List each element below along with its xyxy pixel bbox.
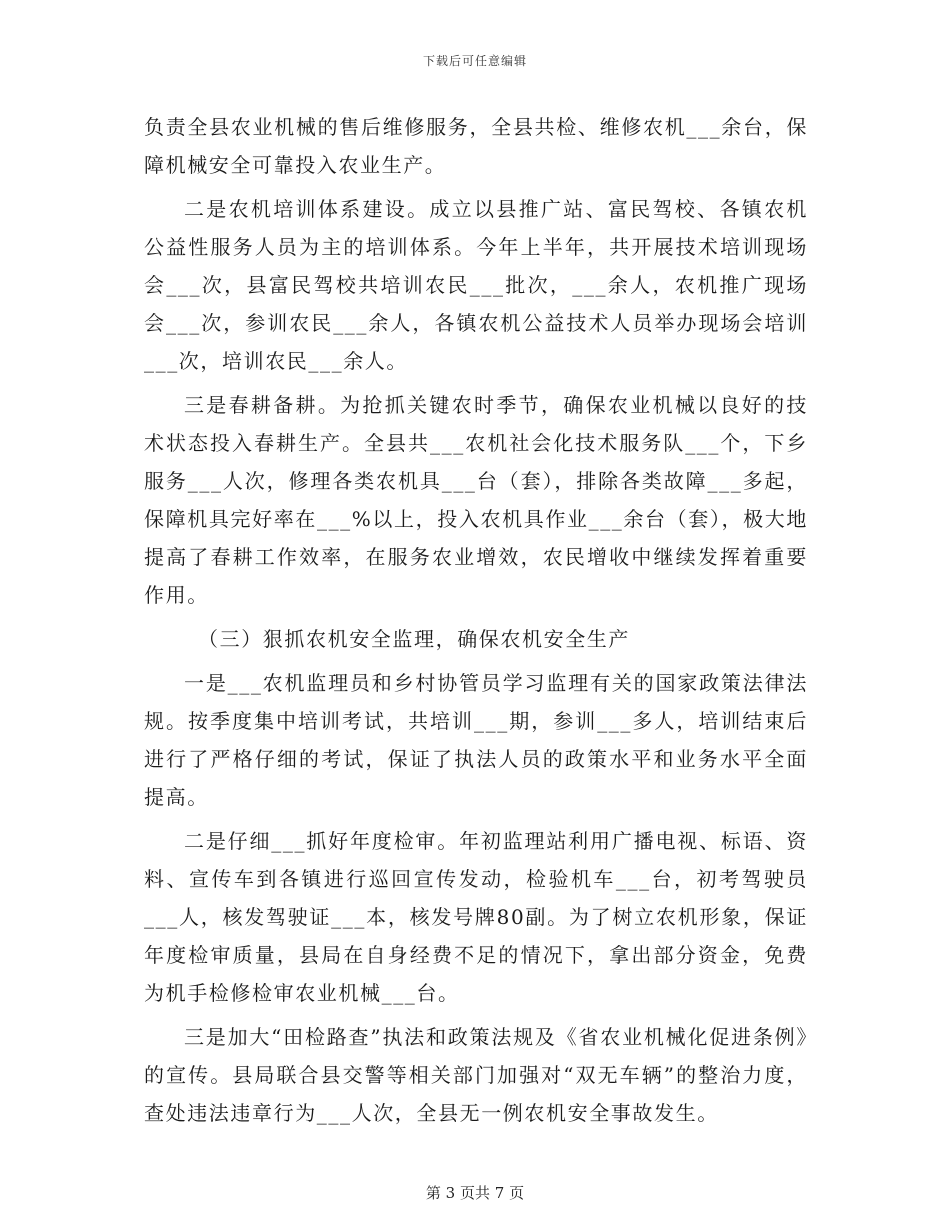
document-body — [144, 108, 808, 1138]
page-header: 下载后可任意编辑 — [422, 54, 527, 68]
paragraph-field-road-check: 三是加大“田检路查”执法和政策法规及《省农业机械化促进条例》的宣传。县局联合县交警等相关部门加强对“双无车辆”的整治力度，查处违法违章行为___人次，全县无一例农机安全事故发生。 — [144, 1025, 808, 1125]
section-heading-safety-supervision: （三）狠抓农机安全监理，确保农机安全生产 — [198, 627, 630, 651]
paragraph-training-system: 二是农机培训体系建设。成立以县推广站、富民驾校、各镇农机公益性服务人员为主的培训体系。今年上半年，共开展技术培训现场会___次，县富民驾校共培训农民___批次，___余人，农机推广现场会___次，参训农民___余人，各镇农机公益技术人员举办现场会培训___次，培训农民___余人。 — [144, 197, 808, 373]
paragraph-supervisor-study: 一是___农机监理员和乡村协管员学习监理有关的国家政策法律法规。按季度集中培训考试，共培训___期，参训___多人，培训结束后进行了严格仔细的考试，保证了执法人员的政策水平和业务水平全面提高。 — [144, 671, 808, 809]
paragraph-continuation: 负责全县农业机械的售后维修服务，全县共检、维修农机___余台，保障机械安全可靠投入农业生产。 — [144, 115, 808, 177]
paragraph-spring-plowing: 三是春耕备耕。为抢抓关键农时季节，确保农业机械以良好的技术状态投入春耕生产。全县共___农机社会化技术服务队___个，下乡服务___人次，修理各类农机具___台（套），排除各类故障___多起，保障机具完好率在___%以上，投入农机具作业___余台（套），极大地提高了春耕工作效率，在服务农业增效，农民增收中继续发挥着重要作用。 — [144, 393, 808, 607]
paragraph-annual-inspection: 二是仔细___抓好年度检审。年初监理站利用广播电视、标语、资料、宣传车到各镇进行巡回宣传发动，检验机车___台，初考驾驶员___人，核发驾驶证___本，核发号牌80副。为了树立农机形象，保证年度检审质量，县局在自身经费不足的情况下，拿出部分资金，免费为机手检修检审农业机械___台。 — [144, 829, 808, 1005]
page-number-footer: 第 3 页共 7 页 — [425, 1184, 525, 1202]
